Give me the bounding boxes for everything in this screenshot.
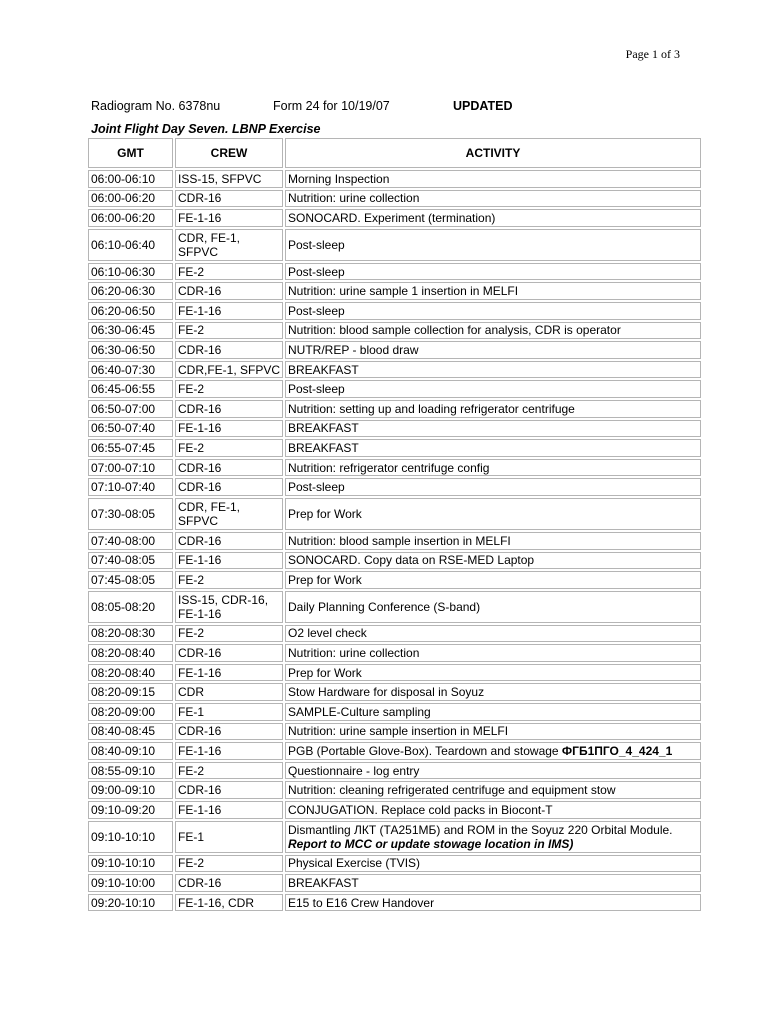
activity-text: Stow Hardware for disposal in Soyuz xyxy=(288,685,485,700)
activity-text: Physical Exercise (TVIS) xyxy=(288,856,421,871)
activity-text: Daily Planning Conference (S-band) xyxy=(288,599,481,614)
activity-cell xyxy=(285,821,701,853)
crew-cell: CDR-16 xyxy=(175,190,283,208)
table-row xyxy=(88,532,701,550)
schedule-body xyxy=(88,170,701,911)
gmt-cell: 07:40-08:00 xyxy=(88,532,173,550)
crew-cell: FE-2 xyxy=(175,380,283,398)
activity-cell xyxy=(285,874,701,892)
table-row xyxy=(88,439,701,457)
activity-text: Questionnaire - log entry xyxy=(288,763,420,778)
activity-cell xyxy=(285,459,701,477)
activity-text: BREAKFAST xyxy=(288,876,359,891)
crew-cell: CDR-16 xyxy=(175,478,283,496)
activity-text: Post-sleep xyxy=(288,382,345,397)
table-row xyxy=(88,625,701,643)
activity-cell xyxy=(285,591,701,623)
table-row xyxy=(88,459,701,477)
gmt-cell: 07:00-07:10 xyxy=(88,459,173,477)
activity-text: Nutrition: setting up and loading refrigerator centrifuge xyxy=(288,401,575,416)
activity-cell xyxy=(285,571,701,589)
gmt-cell: 06:00-06:10 xyxy=(88,170,173,188)
table-row xyxy=(88,190,701,208)
activity-cell xyxy=(285,229,701,261)
document-title: Joint Flight Day Seven. LBNP Exercise xyxy=(91,122,321,136)
activity-cell xyxy=(285,532,701,550)
column-header-crew: CREW xyxy=(175,138,283,168)
activity-text: Nutrition: urine collection xyxy=(288,646,420,661)
table-row xyxy=(88,664,701,682)
table-row xyxy=(88,552,701,570)
activity-text: Morning Inspection xyxy=(288,171,390,186)
activity-text: Nutrition: blood sample collection for analysis, CDR is operator xyxy=(288,323,621,338)
gmt-cell: 06:00-06:20 xyxy=(88,190,173,208)
table-row xyxy=(88,400,701,418)
crew-cell: ISS-15, SFPVC xyxy=(175,170,283,188)
gmt-cell: 09:10-10:00 xyxy=(88,874,173,892)
table-row xyxy=(88,801,701,819)
activity-cell xyxy=(285,625,701,643)
table-header-row xyxy=(88,138,701,168)
crew-cell: ISS-15, CDR-16, FE-1-16 xyxy=(175,591,283,623)
gmt-cell: 06:55-07:45 xyxy=(88,439,173,457)
gmt-cell: 06:30-06:50 xyxy=(88,341,173,359)
crew-cell: FE-1-16, CDR xyxy=(175,894,283,912)
activity-cell xyxy=(285,801,701,819)
table-row xyxy=(88,420,701,438)
activity-cell xyxy=(285,742,701,760)
activity-text: Nutrition: urine sample insertion in MELFI xyxy=(288,724,509,739)
table-row xyxy=(88,874,701,892)
gmt-cell: 09:00-09:10 xyxy=(88,781,173,799)
gmt-cell: 08:20-08:40 xyxy=(88,644,173,662)
activity-text: Prep for Work xyxy=(288,572,362,587)
table-row xyxy=(88,821,701,853)
crew-cell: FE-1 xyxy=(175,703,283,721)
activity-cell xyxy=(285,781,701,799)
gmt-cell: 08:55-09:10 xyxy=(88,762,173,780)
activity-cell xyxy=(285,664,701,682)
activity-cell xyxy=(285,209,701,227)
crew-cell: FE-1-16 xyxy=(175,209,283,227)
column-header-activity: ACTIVITY xyxy=(285,138,701,168)
document-header xyxy=(91,99,711,115)
activity-cell xyxy=(285,498,701,530)
gmt-cell: 08:20-08:40 xyxy=(88,664,173,682)
activity-text: Post-sleep xyxy=(288,264,345,279)
gmt-cell: 06:45-06:55 xyxy=(88,380,173,398)
activity-cell xyxy=(285,439,701,457)
crew-cell: CDR-16 xyxy=(175,282,283,300)
table-row xyxy=(88,571,701,589)
table-row xyxy=(88,644,701,662)
gmt-cell: 07:10-07:40 xyxy=(88,478,173,496)
crew-cell: CDR-16 xyxy=(175,874,283,892)
activity-text: Nutrition: refrigerator centrifuge config xyxy=(288,460,490,475)
table-row xyxy=(88,894,701,912)
radiogram-number: Radiogram No. 6378nu xyxy=(91,99,221,113)
crew-cell: FE-2 xyxy=(175,263,283,281)
schedule-table xyxy=(86,136,703,913)
activity-cell xyxy=(285,703,701,721)
activity-cell xyxy=(285,894,701,912)
crew-cell: CDR, FE-1, SFPVC xyxy=(175,229,283,261)
crew-cell: FE-1-16 xyxy=(175,302,283,320)
table-row xyxy=(88,478,701,496)
activity-cell xyxy=(285,361,701,379)
table-row xyxy=(88,781,701,799)
gmt-cell: 08:05-08:20 xyxy=(88,591,173,623)
crew-cell: CDR-16 xyxy=(175,459,283,477)
table-row xyxy=(88,229,701,261)
gmt-cell: 08:20-08:30 xyxy=(88,625,173,643)
activity-cell xyxy=(285,683,701,701)
activity-cell xyxy=(285,170,701,188)
gmt-cell: 06:50-07:40 xyxy=(88,420,173,438)
table-row xyxy=(88,361,701,379)
crew-cell: FE-2 xyxy=(175,439,283,457)
column-header-gmt: GMT xyxy=(88,138,173,168)
table-row xyxy=(88,498,701,530)
crew-cell: FE-2 xyxy=(175,322,283,340)
activity-cell xyxy=(285,380,701,398)
gmt-cell: 06:40-07:30 xyxy=(88,361,173,379)
table-row xyxy=(88,263,701,281)
table-row xyxy=(88,762,701,780)
gmt-cell: 06:20-06:50 xyxy=(88,302,173,320)
crew-cell: FE-1 xyxy=(175,821,283,853)
activity-text: Prep for Work xyxy=(288,506,362,521)
table-row xyxy=(88,322,701,340)
gmt-cell: 09:20-10:10 xyxy=(88,894,173,912)
activity-text: SAMPLE-Culture sampling xyxy=(288,704,431,719)
crew-cell: CDR, FE-1, SFPVC xyxy=(175,498,283,530)
gmt-cell: 06:20-06:30 xyxy=(88,282,173,300)
crew-cell: FE-2 xyxy=(175,625,283,643)
activity-cell xyxy=(285,400,701,418)
crew-cell: CDR-16 xyxy=(175,341,283,359)
activity-cell xyxy=(285,762,701,780)
crew-cell: CDR-16 xyxy=(175,781,283,799)
activity-cell xyxy=(285,420,701,438)
activity-text: Nutrition: blood sample insertion in MELFI xyxy=(288,533,511,548)
activity-text: Post-sleep xyxy=(288,237,345,252)
gmt-cell: 08:20-09:00 xyxy=(88,703,173,721)
gmt-cell: 07:40-08:05 xyxy=(88,552,173,570)
gmt-cell: 09:10-09:20 xyxy=(88,801,173,819)
crew-cell: FE-2 xyxy=(175,855,283,873)
gmt-cell: 06:00-06:20 xyxy=(88,209,173,227)
activity-cell xyxy=(285,855,701,873)
activity-cell xyxy=(285,341,701,359)
gmt-cell: 06:10-06:40 xyxy=(88,229,173,261)
activity-cell xyxy=(285,263,701,281)
gmt-cell: 07:30-08:05 xyxy=(88,498,173,530)
activity-cell xyxy=(285,478,701,496)
activity-text: Nutrition: cleaning refrigerated centrifuge and equipment stow xyxy=(288,783,616,798)
crew-cell: FE-2 xyxy=(175,762,283,780)
table-row xyxy=(88,341,701,359)
crew-cell: FE-1-16 xyxy=(175,742,283,760)
activity-text: SONOCARD. Copy data on RSE-MED Laptop xyxy=(288,553,535,568)
crew-cell: FE-1-16 xyxy=(175,420,283,438)
activity-text: O2 level check xyxy=(288,626,367,641)
table-row xyxy=(88,723,701,741)
activity-code: ФГБ1ПГО_4_424_1 xyxy=(561,744,673,759)
activity-text: Dismantling ЛКТ (ТА251МБ) and ROM in the Soyuz 220 Orbital Module. xyxy=(288,822,673,837)
activity-text: SONOCARD. Experiment (termination) xyxy=(288,210,496,225)
gmt-cell: 06:10-06:30 xyxy=(88,263,173,281)
activity-text: Prep for Work xyxy=(288,665,362,680)
gmt-cell: 08:20-09:15 xyxy=(88,683,173,701)
table-row xyxy=(88,170,701,188)
table-row xyxy=(88,683,701,701)
table-row xyxy=(88,855,701,873)
crew-cell: FE-1-16 xyxy=(175,552,283,570)
crew-cell: CDR-16 xyxy=(175,723,283,741)
activity-cell xyxy=(285,552,701,570)
activity-text: BREAKFAST xyxy=(288,440,359,455)
activity-text: PGB (Portable Glove-Box). Teardown and stowage xyxy=(288,744,562,759)
page-number: Page 1 of 3 xyxy=(625,47,680,61)
activity-cell xyxy=(285,644,701,662)
activity-text: BREAKFAST xyxy=(288,362,359,377)
table-row xyxy=(88,209,701,227)
table-row xyxy=(88,591,701,623)
form-label: Form 24 for 10/19/07 xyxy=(273,99,390,113)
table-row xyxy=(88,282,701,300)
table-row xyxy=(88,302,701,320)
gmt-cell: 09:10-10:10 xyxy=(88,821,173,853)
activity-cell xyxy=(285,282,701,300)
gmt-cell: 06:50-07:00 xyxy=(88,400,173,418)
crew-cell: CDR,FE-1, SFPVC xyxy=(175,361,283,379)
activity-text: Nutrition: urine collection xyxy=(288,191,420,206)
activity-text: CONJUGATION. Replace cold packs in Biocont-T xyxy=(288,802,553,817)
updated-status: UPDATED xyxy=(453,99,513,113)
activity-text: Post-sleep xyxy=(288,480,345,495)
activity-text: NUTR/REP - blood draw xyxy=(288,342,419,357)
table-row xyxy=(88,742,701,760)
crew-cell: CDR-16 xyxy=(175,400,283,418)
gmt-cell: 09:10-10:10 xyxy=(88,855,173,873)
crew-cell: CDR-16 xyxy=(175,644,283,662)
activity-text: Nutrition: urine sample 1 insertion in MELFI xyxy=(288,284,519,299)
crew-cell: CDR-16 xyxy=(175,532,283,550)
gmt-cell: 06:30-06:45 xyxy=(88,322,173,340)
activity-cell xyxy=(285,302,701,320)
activity-cell xyxy=(285,723,701,741)
activity-cell xyxy=(285,190,701,208)
table-row xyxy=(88,703,701,721)
table-row xyxy=(88,380,701,398)
crew-cell: FE-2 xyxy=(175,571,283,589)
activity-note: Report to MCC or update stowage location in IMS) xyxy=(288,836,574,851)
activity-text: E15 to E16 Crew Handover xyxy=(288,895,435,910)
crew-cell: FE-1-16 xyxy=(175,664,283,682)
activity-cell xyxy=(285,322,701,340)
crew-cell: FE-1-16 xyxy=(175,801,283,819)
crew-cell: CDR xyxy=(175,683,283,701)
gmt-cell: 07:45-08:05 xyxy=(88,571,173,589)
activity-text: BREAKFAST xyxy=(288,421,359,436)
gmt-cell: 08:40-08:45 xyxy=(88,723,173,741)
activity-text: Post-sleep xyxy=(288,303,345,318)
gmt-cell: 08:40-09:10 xyxy=(88,742,173,760)
